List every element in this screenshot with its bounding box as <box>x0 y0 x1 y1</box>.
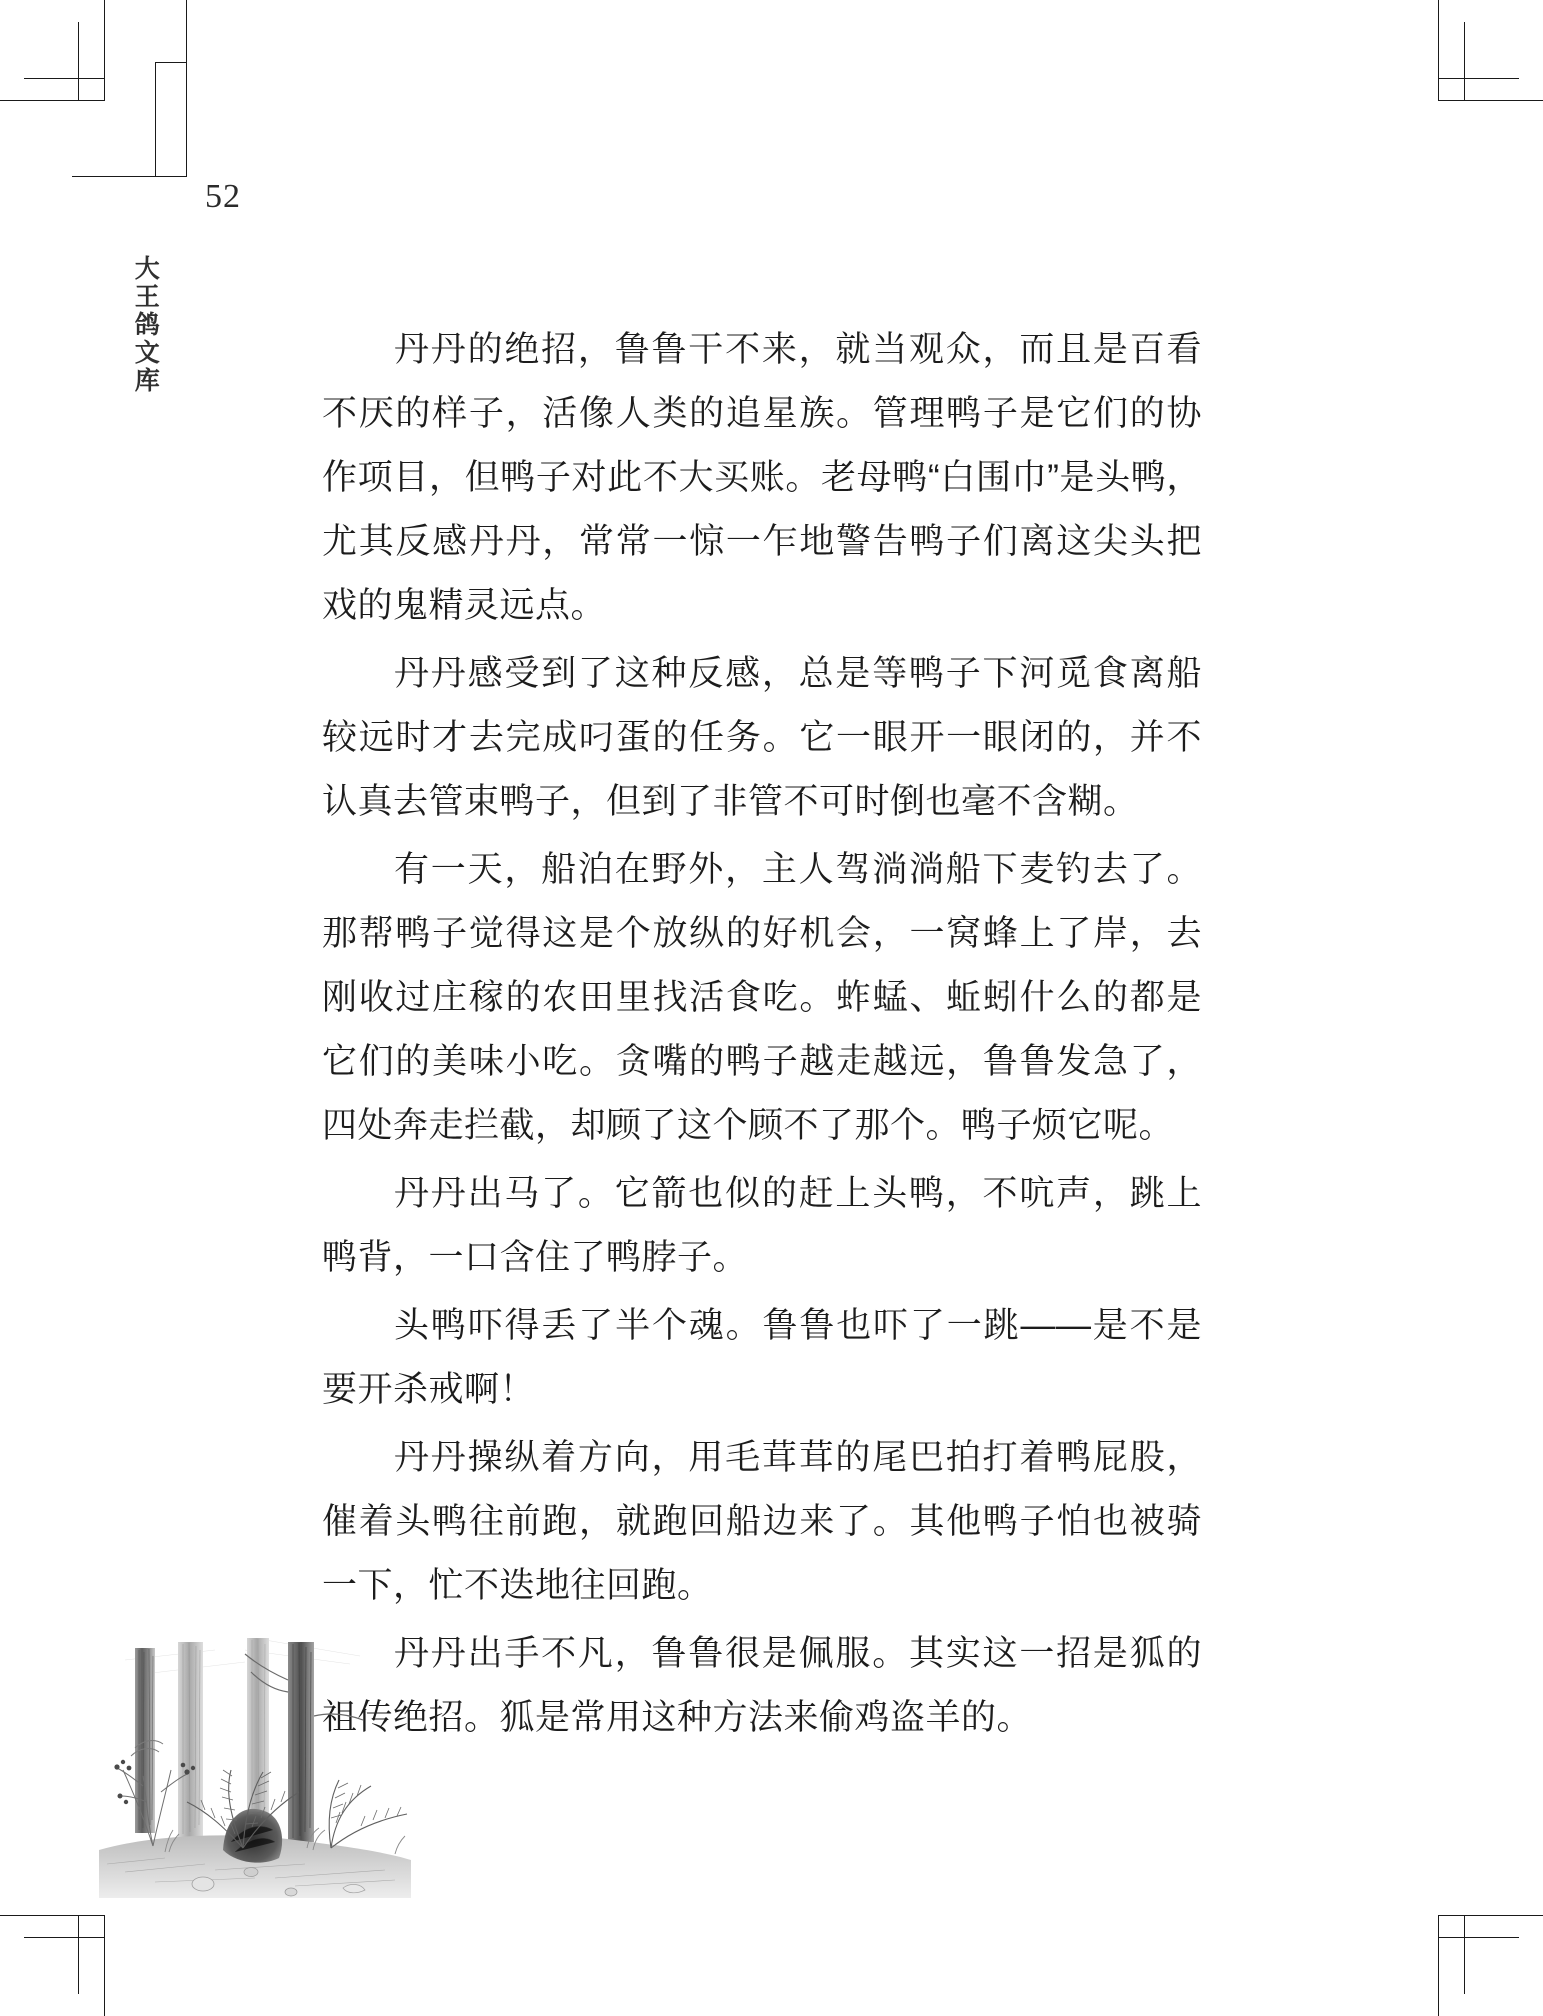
paragraph: 头鸭吓得丢了半个魂。鲁鲁也吓了一跳——是不是要开杀戒啊！ <box>322 1306 1202 1409</box>
crop-mark-bottom-right <box>1293 1846 1543 2016</box>
series-label: 大王鸽文库 <box>131 255 160 395</box>
paragraph: 丹丹感受到了这种反感，总是等鸭子下河觅食离船较远时才去完成叼蛋的任务。它一眼开一眼闭的，并不认真去管束鸭子，但到了非管不可时倒也毫不含糊。 <box>322 654 1202 821</box>
paragraph: 有一天，船泊在野外，主人驾淌淌船下麦钓去了。那帮鸭子觉得这是个放纵的好机会，一窝蜂上了岸，去刚收过庄稼的农田里找活食吃。蚱蜢、蚯蚓什么的都是它们的美味小吃。贪嘴的鸭子越走越远，鲁鲁发急了，四处奔走拦截，却顾了这个顾不了那个。鸭子烦它呢。 <box>322 850 1202 1145</box>
paragraph: 丹丹出手不凡，鲁鲁很是佩服。其实这一招是狐的祖传绝招。狐是常用这种方法来偷鸡盗羊的。 <box>322 1634 1202 1737</box>
paragraph: 丹丹的绝招，鲁鲁干不来，就当观众，而且是百看不厌的样子，活像人类的追星族。管理鸭子是它们的协作项目，但鸭子对此不大买账。老母鸭“白围巾”是头鸭，尤其反感丹丹，常常一惊一乍地警告鸭子们离这尖头把戏的鬼精灵远点。 <box>322 330 1202 625</box>
page-number: 52 <box>205 178 241 215</box>
crop-mark-top-right <box>1293 0 1543 230</box>
paragraph: 丹丹操纵着方向，用毛茸茸的尾巴拍打着鸭屁股，催着头鸭往前跑，就跑回船边来了。其他鸭子怕也被骑一下，忙不迭地往回跑。 <box>322 1438 1202 1605</box>
forest-ferns-and-burrow-sketch-illustration <box>95 1620 415 1905</box>
body-text-block <box>322 318 1202 1754</box>
paragraph: 丹丹出马了。它箭也似的赶上头鸭，不吭声，跳上鸭背，一口含住了鸭脖子。 <box>322 1174 1202 1277</box>
